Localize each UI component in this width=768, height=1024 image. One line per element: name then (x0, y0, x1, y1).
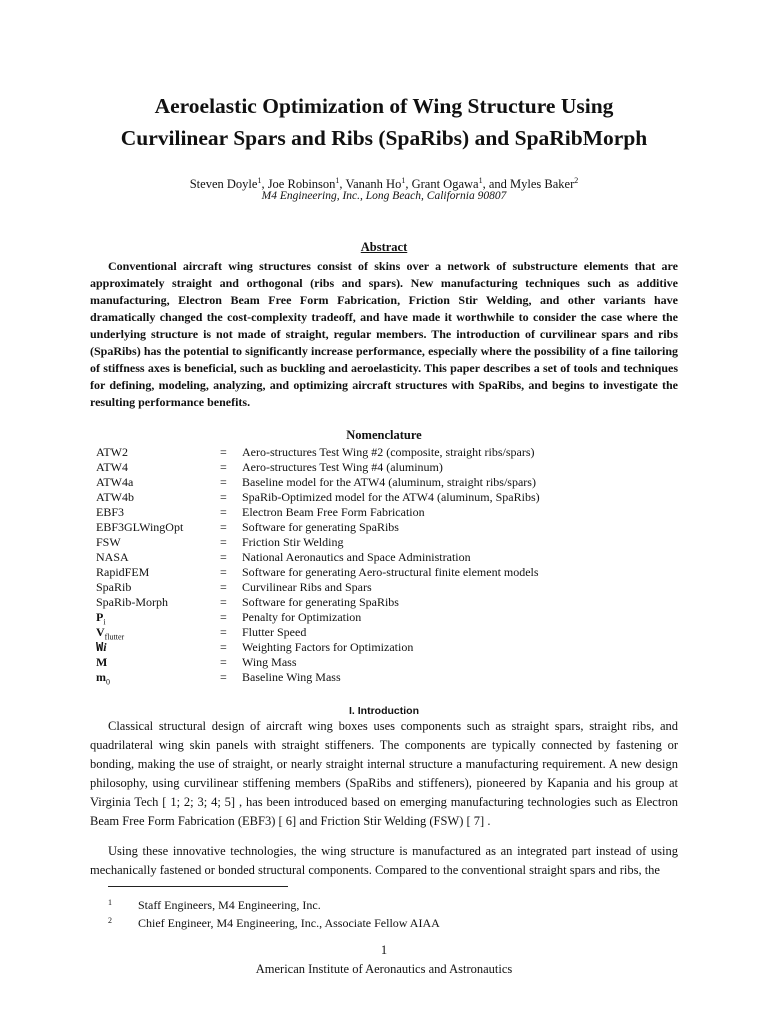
paper-title (60, 90, 708, 154)
nomenclature-equals: = (220, 490, 227, 504)
abstract-text: Conventional aircraft wing structures consist of skins over a network of substructure elements that are approximately straight and orthogonal (ribs and spars). New manufacturing techniques such as additive manufacturing, Electron Beam Free Form Fabrication, Friction Stir Welding, and other variants have dramatically changed the cost-complexity tradeoff, and have made it worthwhile to consider the case where the underlying structure is not made of straight, regular members. The introduction of curvilinear spars and ribs (SpaRibs) has the potential to significantly increase performance, especially where the possibility of a fine tailoring of stiffness axes is beneficial, such as buckling and aeroelasticity. This paper describes a set of tools and techniques for defining, modeling, analyzing, and optimizing aircraft structures with SpaRibs, and begins to investigate the resulting performance benefits. (90, 259, 678, 409)
nomenclature-definition: Weighting Factors for Optimization (242, 640, 414, 654)
nomenclature-row (96, 595, 662, 610)
symbol-text: W (96, 640, 104, 654)
author-affiliation-mark: 1 (257, 176, 262, 185)
symbol-subscript: i (103, 640, 107, 654)
nomenclature-equals: = (220, 610, 227, 624)
symbol-text: ATW4 (96, 460, 128, 474)
nomenclature-definition: Software for generating Aero-structural finite element models (242, 565, 539, 579)
nomenclature-definition: Aero-structures Test Wing #4 (aluminum) (242, 460, 443, 474)
nomenclature-equals: = (220, 565, 227, 579)
nomenclature-symbol (96, 505, 220, 520)
symbol-text: SpaRib (96, 580, 132, 594)
nomenclature-definition: Penalty for Optimization (242, 610, 362, 624)
nomenclature-table (96, 445, 662, 685)
nomenclature-row (96, 565, 662, 580)
nomenclature-row (96, 670, 662, 685)
nomenclature-row (96, 520, 662, 535)
abstract-heading: Abstract (360, 240, 408, 254)
symbol-text: P (96, 610, 104, 624)
author-separator: , and (482, 177, 511, 192)
symbol-text: FSW (96, 535, 121, 549)
nomenclature-row (96, 655, 662, 670)
nomenclature-equals: = (220, 460, 227, 474)
nomenclature-symbol (96, 655, 220, 670)
nomenclature-symbol (96, 550, 220, 565)
author-separator: , (339, 177, 346, 192)
footnote-1 (108, 897, 321, 913)
introduction-heading: I. Introduction (349, 705, 419, 717)
nomenclature-symbol (96, 535, 220, 550)
author-name: Vananh Ho (345, 177, 402, 192)
title-line-1: Aeroelastic Optimization of Wing Structure Using (154, 94, 614, 118)
author-name: Myles Baker (510, 177, 575, 192)
symbol-text: m (96, 670, 106, 684)
nomenclature-equals: = (220, 520, 227, 534)
nomenclature-definition: Aero-structures Test Wing #2 (composite, straight ribs/spars) (242, 445, 535, 459)
symbol-text: EBF3 (96, 505, 125, 519)
nomenclature-symbol (96, 460, 220, 475)
footnote-rule (108, 886, 288, 887)
nomenclature-symbol (96, 640, 220, 655)
nomenclature-equals: = (220, 640, 227, 654)
nomenclature-equals: = (220, 580, 227, 594)
footnote-number: 1 (108, 898, 112, 907)
symbol-text: RapidFEM (96, 565, 150, 579)
author-affiliation-mark: 1 (335, 176, 340, 185)
nomenclature-row (96, 475, 662, 490)
nomenclature-equals: = (220, 550, 227, 564)
footnote-number: 2 (108, 916, 112, 925)
nomenclature-equals: = (220, 505, 227, 519)
nomenclature-definition: Software for generating SpaRibs (242, 595, 399, 609)
author-name: Grant Ogawa (411, 177, 479, 192)
symbol-text: ATW4a (96, 475, 134, 489)
author-affiliation-mark: 1 (478, 176, 483, 185)
nomenclature-definition: Electron Beam Free Form Fabrication (242, 505, 425, 519)
symbol-text: V (96, 625, 105, 639)
nomenclature-symbol (96, 490, 220, 505)
symbol-text: ATW2 (96, 445, 128, 459)
nomenclature-definition: Software for generating SpaRibs (242, 520, 399, 534)
nomenclature-equals: = (220, 655, 227, 669)
nomenclature-row (96, 460, 662, 475)
nomenclature-symbol (96, 445, 220, 460)
nomenclature-equals: = (220, 475, 227, 489)
footnote-2 (108, 915, 440, 931)
nomenclature-symbol (96, 595, 220, 610)
nomenclature-row (96, 625, 662, 640)
nomenclature-equals: = (220, 445, 227, 459)
symbol-subscript: i (103, 617, 106, 627)
nomenclature-definition: Wing Mass (242, 655, 297, 669)
nomenclature-symbol (96, 475, 220, 490)
nomenclature-equals: = (220, 670, 227, 684)
nomenclature-row (96, 610, 662, 625)
nomenclature-row (96, 490, 662, 505)
nomenclature-row (96, 445, 662, 460)
symbol-text: ATW4b (96, 490, 134, 504)
nomenclature-row (96, 640, 662, 655)
author-name: Steven Doyle (189, 177, 258, 192)
nomenclature-definition: National Aeronautics and Space Administration (242, 550, 471, 564)
nomenclature-definition: Baseline model for the ATW4 (aluminum, straight ribs/spars) (242, 475, 536, 489)
author-affiliation-mark: 1 (401, 176, 406, 185)
nomenclature-equals: = (220, 595, 227, 609)
author-separator: , (261, 177, 268, 192)
symbol-text: EBF3GLWingOpt (96, 520, 184, 534)
symbol-text: NASA (96, 550, 129, 564)
intro-paragraph-2: Using these innovative technologies, the wing structure is manufactured as an integrated part instead of using mechanically fastened or bonded structural components. Compared to the conventional straight spars and ribs, the (90, 844, 678, 877)
title-line-2: Curvilinear Spars and Ribs (SpaRibs) and SpaRibMorph (120, 126, 648, 150)
affiliation: M4 Engineering, Inc., Long Beach, California 90807 (261, 190, 507, 202)
nomenclature-symbol (96, 580, 220, 595)
nomenclature-row (96, 550, 662, 565)
author-affiliation-mark: 2 (574, 176, 579, 185)
nomenclature-symbol (96, 565, 220, 580)
nomenclature-symbol (96, 625, 220, 640)
symbol-text: SpaRib-Morph (96, 595, 168, 609)
nomenclature-definition: Flutter Speed (242, 625, 307, 639)
nomenclature-row (96, 505, 662, 520)
symbol-text: M (96, 655, 108, 669)
nomenclature-symbol (96, 670, 220, 685)
page-number: 1 (380, 943, 388, 957)
footnote-text: Chief Engineer, M4 Engineering, Inc., Associate Fellow AIAA (138, 916, 440, 930)
symbol-subscript: flutter (104, 632, 125, 642)
nomenclature-definition: Friction Stir Welding (242, 535, 344, 549)
nomenclature-equals: = (220, 625, 227, 639)
footnote-text: Staff Engineers, M4 Engineering, Inc. (138, 898, 321, 912)
intro-paragraph-1: Classical structural design of aircraft wing boxes uses components such as straight spars, straight ribs, and quadrilateral wing skin panels with straight stiffeners. The components are typically connected by fastening or bonding, making the use of straight, or nearly straight internal structure a manufacturing requirement. A new design philosophy, using curvilinear stiffening members (SpaRibs and stiffeners), pioneered by Kapania and his group at Virginia Tech [ 1; 2; 3; 4; 5] , has been introduced based on emerging manufacturing technologies such as Electron Beam Free Form Fabrication (EBF3) [ 6] and Friction Stir Welding (FSW) [ 7] . (90, 719, 678, 828)
author-name: Joe Robinson (267, 177, 336, 192)
nomenclature-row (96, 535, 662, 550)
page-footer: American Institute of Aeronautics and Astronautics (255, 962, 513, 976)
nomenclature-row (96, 580, 662, 595)
nomenclature-equals: = (220, 535, 227, 549)
nomenclature-symbol (96, 610, 220, 625)
nomenclature-symbol (96, 520, 220, 535)
author-separator: , (405, 177, 412, 192)
nomenclature-definition: SpaRib-Optimized model for the ATW4 (aluminum, SpaRibs) (242, 490, 540, 504)
nomenclature-definition: Curvilinear Ribs and Spars (242, 580, 372, 594)
nomenclature-heading: Nomenclature (346, 428, 422, 442)
symbol-subscript: 0 (106, 677, 110, 687)
nomenclature-definition: Baseline Wing Mass (242, 670, 341, 684)
